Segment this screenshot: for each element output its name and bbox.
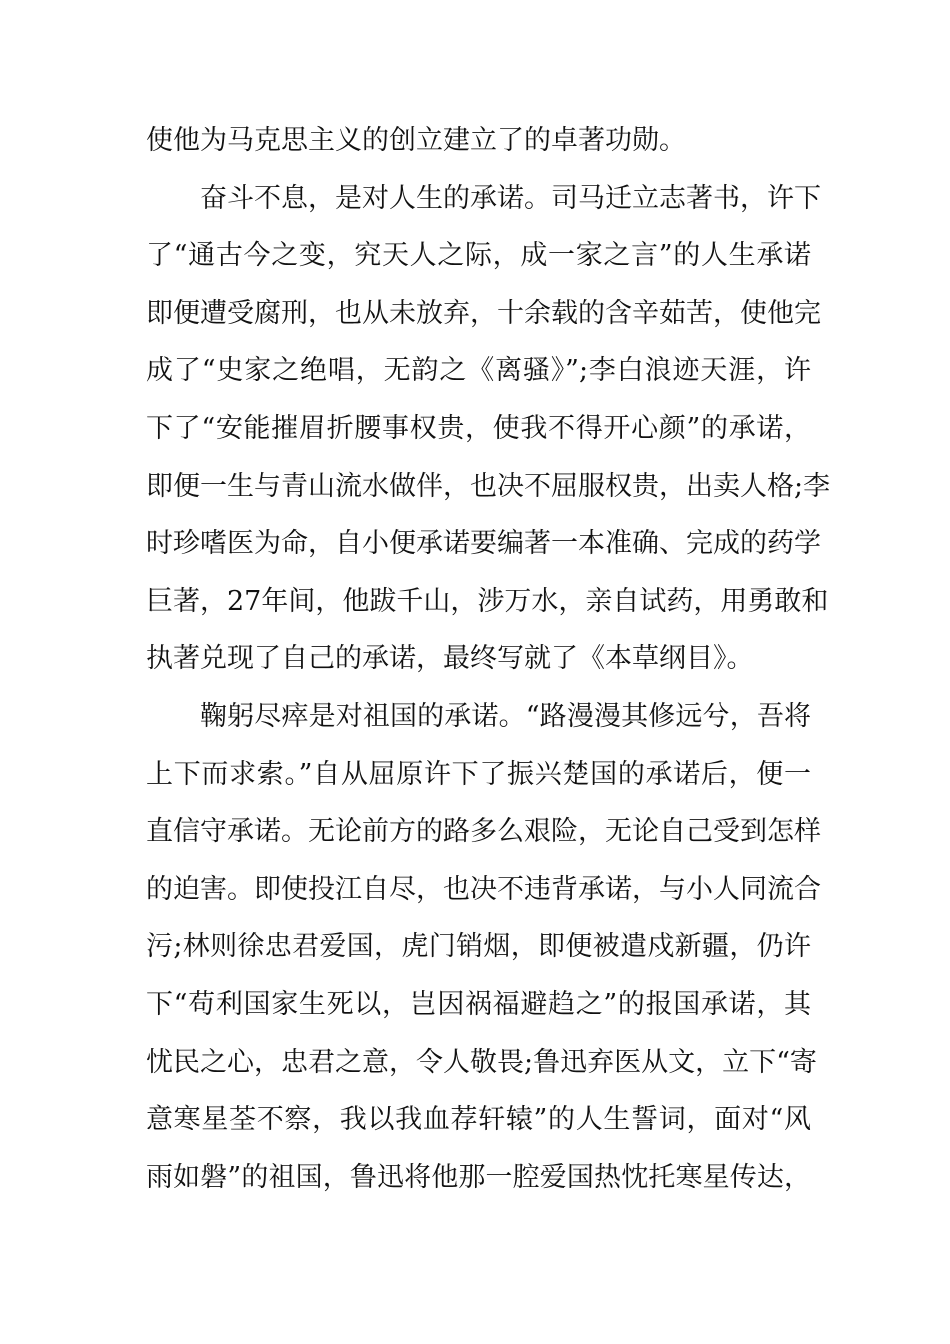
- paragraph-line: 奋斗不息，是对人生的承诺。司马迁立志著书，许下: [200, 182, 821, 214]
- paragraph-3: [146, 688, 821, 1206]
- paragraph-line: 使他为马克思主义的创立建立了的卓著功勋。: [146, 125, 686, 156]
- paragraph-1: [146, 112, 811, 170]
- paragraph-line: 执著兑现了自己的承诺，最终写就了《本草纲目》。: [146, 643, 754, 675]
- paragraph-line: 直信守承诺。无论前方的路多么艰险，无论自己受到怎样: [146, 816, 821, 848]
- paragraph-line: 意寒星荃不察，我以我血荐轩辕”的人生誓词，面对“风: [146, 1104, 811, 1136]
- paragraph-line: 的迫害。即使投江自尽，也决不违背承诺，与小人同流合: [146, 873, 821, 905]
- paragraph-line: 污;林则徐忠君爱国，虎门销烟，即便被遣戍新疆，仍许: [146, 931, 811, 963]
- paragraph-line: 即便遭受腐刑，也从未放弃，十余载的含辛茹苦，使他完: [146, 297, 821, 329]
- paragraph-line: 时珍嗜医为命，自小便承诺要编著一本准确、完成的药学: [146, 528, 821, 560]
- paragraph-line: 鞠躬尽瘁是对祖国的承诺。“路漫漫其修远兮，吾将: [200, 700, 811, 732]
- document-body: [146, 112, 831, 1206]
- paragraph-line: 即便一生与青山流水做伴，也决不屈服权贵，出卖人格;李: [146, 470, 831, 502]
- paragraph-line: 下了“安能摧眉折腰事权贵，使我不得开心颜”的承诺，: [146, 412, 811, 444]
- paragraph-line: 下“苟利国家生死以，岂因祸福避趋之”的报国承诺，其: [146, 988, 811, 1020]
- paragraph-line: 上下而求索。”自从屈原许下了振兴楚国的承诺后，便一: [146, 758, 811, 790]
- paragraph-2: [146, 170, 831, 688]
- paragraph-line: 成了“史家之绝唱，无韵之《离骚》”;李白浪迹天涯，许: [146, 355, 811, 387]
- paragraph-line: 雨如磐”的祖国，鲁迅将他那一腔爱国热忱托寒星传达，: [146, 1161, 811, 1193]
- paragraph-line: 忧民之心，忠君之意，令人敬畏;鲁迅弃医从文，立下“寄: [146, 1046, 817, 1078]
- paragraph-line: 巨著，27年间，他跋千山，涉万水，亲自试药，用勇敢和: [146, 585, 829, 617]
- paragraph-line: 了“通古今之变，究天人之际，成一家之言”的人生承诺: [146, 240, 811, 272]
